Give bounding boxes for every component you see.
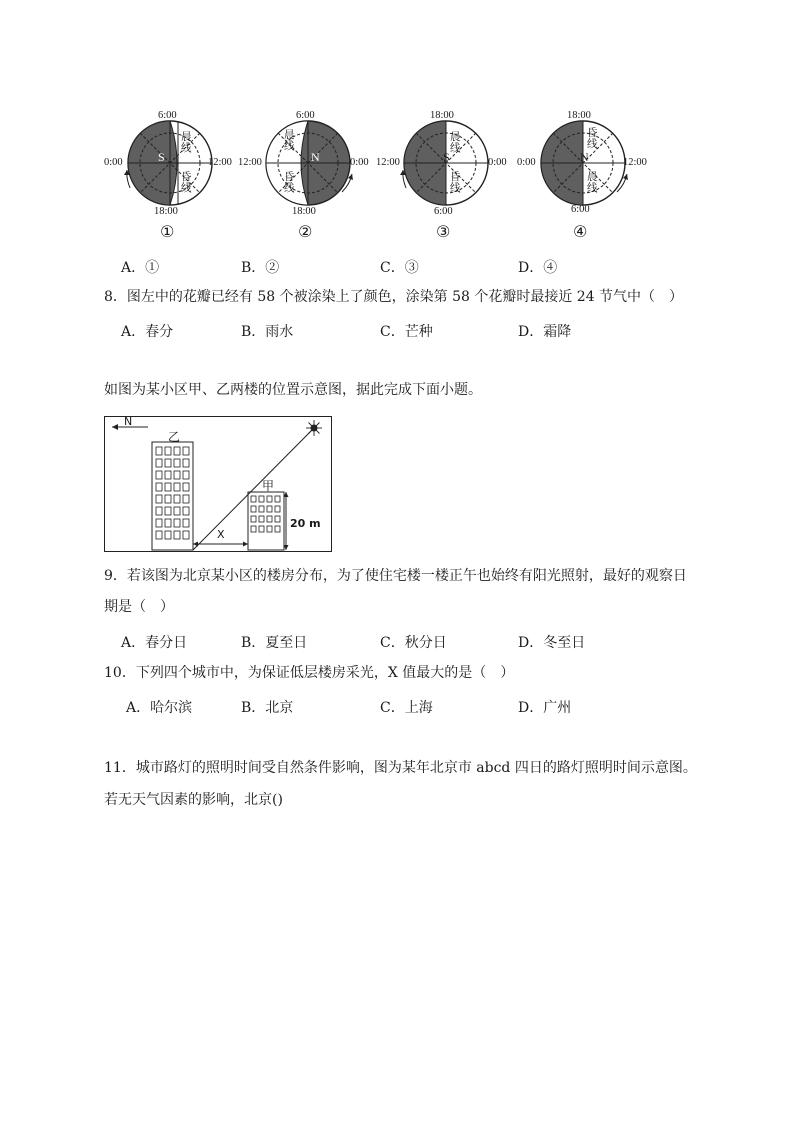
distance-label: X [217, 528, 225, 541]
diagram-1 [100, 108, 240, 248]
d4-bottom-label: 6:00 [571, 204, 590, 215]
q7-option-c[interactable]: C．③ [380, 260, 419, 276]
q9-option-a[interactable]: A．春分日 [121, 635, 188, 651]
d2-right-label: 0:00 [350, 157, 369, 168]
building-jia-label: 甲 [262, 479, 275, 493]
q11-text-line1: 11．城市路灯的照明时间受自然条件影响，图为某年北京市 abcd 四日的路灯照明时间示意图。 [104, 760, 697, 776]
d4-pole: N [580, 150, 589, 164]
d2-top-label: 6:00 [296, 110, 315, 121]
q8-text: 8．图左中的花瓣已经有 58 个被涂染上了颜色，涂染第 58 个花瓣时最接近 24 节气中（ ） [104, 289, 684, 305]
q9-option-c[interactable]: C．秋分日 [380, 635, 447, 651]
building-figure [104, 416, 332, 552]
q7-option-a[interactable]: A．① [121, 260, 160, 276]
d1-pole: S [158, 150, 165, 164]
q9-option-b[interactable]: B．夏至日 [241, 635, 308, 651]
q8-option-b[interactable]: B．雨水 [241, 324, 294, 340]
d4-top-label: 18:00 [567, 110, 591, 121]
q9-text-line1: 9．若该图为北京某小区的楼房分布，为了使住宅楼一楼正午也始终有阳光照射，最好的观察日 [104, 568, 687, 584]
d3-bottom-label: 6:00 [434, 206, 453, 217]
q9-text-line2: 期是（ ） [104, 599, 174, 615]
d3-numeral: ③ [436, 222, 451, 241]
q10-option-b[interactable]: B．北京 [241, 700, 294, 716]
d3-top-label: 18:00 [430, 110, 454, 121]
d2-left-label: 12:00 [238, 157, 262, 168]
d2-lower-line: 昏线 [284, 172, 295, 194]
q10-text: 10．下列四个城市中，为保证低层楼房采光，X 值最大的是（ ） [104, 665, 515, 681]
north-label: N [124, 415, 133, 428]
d3-right-label: 0:00 [488, 157, 507, 168]
d2-numeral: ② [298, 222, 313, 241]
d2-pole: N [311, 150, 320, 164]
height-label: 20 m [290, 517, 321, 530]
q8-option-a[interactable]: A．春分 [121, 324, 174, 340]
q10-option-c[interactable]: C．上海 [380, 700, 433, 716]
d2-upper-line: 晨线 [284, 130, 295, 152]
q10-option-d[interactable]: D．广州 [518, 700, 572, 716]
q7-option-d[interactable]: D．④ [518, 260, 558, 276]
d1-numeral: ① [160, 222, 175, 241]
d4-right-label: 12:00 [623, 157, 647, 168]
q10-option-a[interactable]: A．哈尔滨 [126, 700, 193, 716]
d1-top-label: 6:00 [158, 110, 177, 121]
d4-lower-line: 晨线 [587, 172, 598, 194]
d4-left-label: 0:00 [517, 157, 536, 168]
q9-option-d[interactable]: D．冬至日 [518, 635, 586, 651]
d1-lower-line: 昏线 [181, 172, 192, 194]
diagram-2 [238, 108, 378, 248]
diagram-3 [376, 108, 516, 248]
q8-option-d[interactable]: D．霜降 [518, 324, 572, 340]
d4-numeral: ④ [573, 222, 588, 241]
d3-lower-line: 昏线 [450, 172, 461, 194]
d1-bottom-label: 18:00 [154, 206, 178, 217]
diagram-4 [513, 108, 653, 248]
d4-upper-line: 昏线 [587, 128, 598, 150]
building-yi-label: 乙 [168, 430, 181, 444]
d3-left-label: 12:00 [376, 157, 400, 168]
d1-right-label: 12:00 [208, 157, 232, 168]
d3-upper-line: 晨线 [450, 132, 461, 154]
section-intro: 如图为某小区甲、乙两楼的位置示意图，据此完成下面小题。 [104, 382, 482, 398]
d3-pole: S [443, 150, 450, 164]
q11-text-line2: 若无天气因素的影响，北京() [104, 792, 283, 808]
d1-left-label: 0:00 [104, 157, 123, 168]
q7-option-b[interactable]: B．② [241, 260, 280, 276]
d1-upper-line: 晨线 [181, 132, 192, 154]
q8-option-c[interactable]: C．芒种 [380, 324, 433, 340]
d2-bottom-label: 18:00 [292, 206, 316, 217]
